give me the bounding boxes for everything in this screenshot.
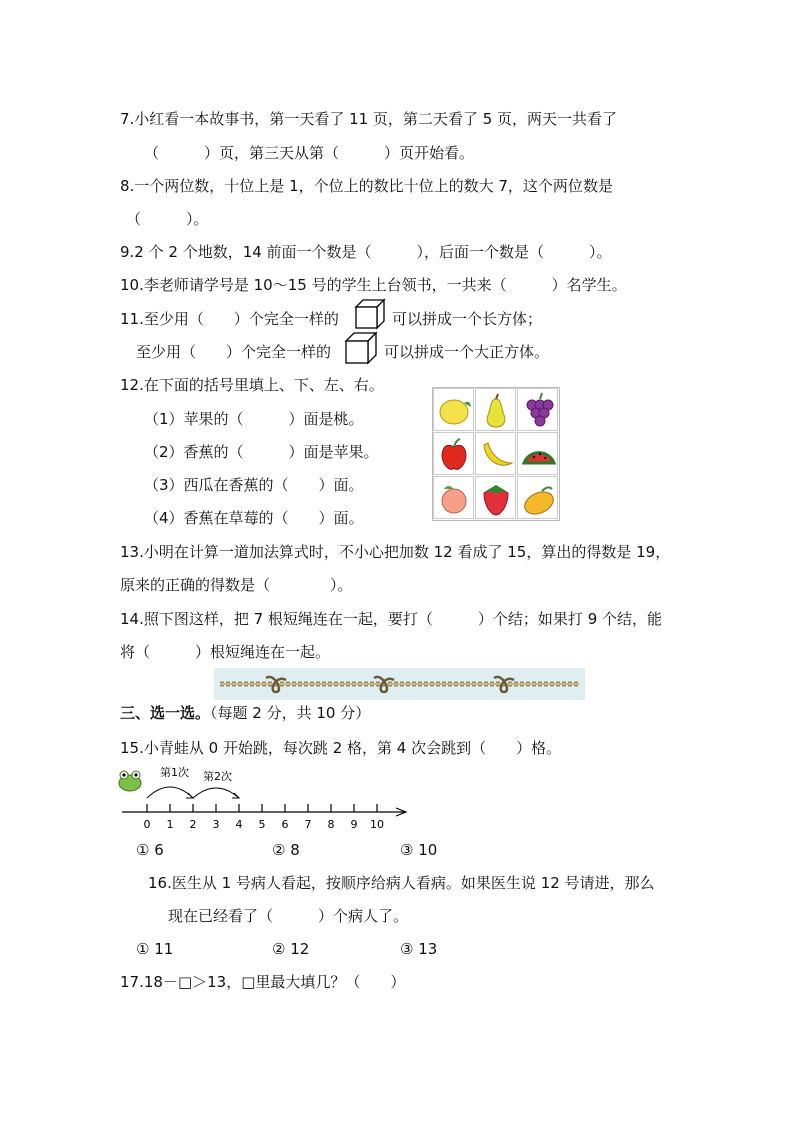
jump1-label: 第1次: [160, 766, 189, 779]
tick-label-5: 5: [258, 818, 266, 831]
q12-s3: （3）西瓜在香蕉的（ ）面。: [144, 476, 364, 494]
section3-heading: [120, 703, 370, 723]
tick-label-7: 7: [304, 818, 312, 831]
q12-stem: 12.在下面的括号里填上、下、左、右。: [120, 376, 384, 394]
q8-line2: （ ）。: [126, 210, 209, 228]
section3-title: 三、选一选。: [120, 704, 211, 722]
q8-line1: 8.一个两位数，十位上是 1，个位上的数比十位上的数大 7，这个两位数是: [120, 177, 613, 195]
q13-line1: 13.小明在计算一道加法算式时，不小心把加数 12 看成了 15，算出的得数是 19，: [120, 543, 671, 561]
tick-label-8: 8: [327, 818, 335, 831]
mango-cell: [517, 476, 558, 519]
pear-icon: [476, 389, 517, 432]
tick-label-4: 4: [235, 818, 243, 831]
banana-cell: [475, 432, 516, 475]
fruit-grid: [432, 387, 560, 521]
q14-line1: 14.照下图这样，把 7 根短绳连在一起，要打（ ）个结；如果打 9 个结，能: [120, 610, 663, 628]
q10: 10.李老师请学号是 10～15 号的学生上台领书，一共来（ ）名学生。: [120, 276, 627, 294]
q15-option2[interactable]: ② 8: [272, 841, 300, 859]
section3-note: （每题 2 分，共 10 分）: [210, 704, 371, 722]
banana-icon: [476, 433, 517, 476]
q15-option1[interactable]: ① 6: [136, 841, 164, 859]
q12-s1: （1）苹果的（ ）面是桃。: [144, 410, 364, 428]
q11-line1b: 可以拼成一个长方体；: [392, 310, 543, 328]
pear-cell: [475, 388, 516, 431]
q7-line1: 7.小红看一本故事书，第一天看了 11 页，第二天看了 5 页，两天一共看了: [120, 110, 618, 128]
q16-line2: 现在已经看了（ ）个病人了。: [168, 907, 409, 925]
lemon-icon: [434, 389, 475, 432]
strawberry-icon: [476, 477, 517, 520]
apple-icon: [434, 433, 475, 476]
rope-icon: [214, 668, 585, 700]
q7-line2: （ ）页，第三天从第（ ）页开始看。: [144, 144, 475, 162]
tick-label-3: 3: [212, 818, 220, 831]
q17: 17.18－□＞13，□里最大填几？（ ）: [120, 973, 406, 991]
q16-line1: 16.医生从 1 号病人看起，按顺序给病人看病。如果医生说 12 号请进，那么: [148, 874, 655, 892]
q16-option2[interactable]: ② 12: [272, 940, 310, 958]
mango-icon: [518, 477, 559, 520]
q13-line2: 原来的正确的得数是（ ）。: [120, 576, 353, 594]
q14-line2: 将（ ）根短绳连在一起。: [120, 643, 331, 661]
rope-image: [214, 668, 585, 700]
jump2-label: 第2次: [203, 770, 232, 783]
watermelon-cell: [517, 432, 558, 475]
apple-cell: [433, 432, 474, 475]
tick-label-10: 10: [370, 818, 384, 831]
q16-option3[interactable]: ③ 13: [400, 940, 438, 958]
peach-cell: [433, 476, 474, 519]
lemon-cell: [433, 388, 474, 431]
number-line: [114, 764, 414, 836]
q11-line2b: 可以拼成一个大正方体。: [384, 343, 550, 361]
peach-icon: [434, 477, 475, 520]
q15-option3[interactable]: ③ 10: [400, 841, 438, 859]
q11-line1a: 11.至少用（ ）个完全一样的: [120, 310, 339, 328]
cube-icon: [354, 298, 386, 330]
q11-line2a: 至少用（ ）个完全一样的: [136, 343, 332, 361]
frog-icon: [119, 771, 141, 791]
q16-option1[interactable]: ① 11: [136, 940, 174, 958]
q9: 9.2 个 2 个地数，14 前面一个数是（ ），后面一个数是（ ）。: [120, 243, 612, 261]
tick-label-0: 0: [143, 818, 151, 831]
grape-cell: [517, 388, 558, 431]
tick-label-1: 1: [166, 818, 174, 831]
tick-label-6: 6: [281, 818, 289, 831]
q12-s4: （4）香蕉在草莓的（ ）面。: [144, 509, 364, 527]
grape-icon: [518, 389, 559, 432]
tick-group: [144, 804, 385, 831]
cube-icon: [344, 331, 378, 365]
tick-label-2: 2: [189, 818, 197, 831]
strawberry-cell: [475, 476, 516, 519]
q12-s2: （2）香蕉的（ ）面是苹果。: [144, 443, 379, 461]
watermelon-icon: [518, 433, 559, 476]
q15-stem: 15.小青蛙从 0 开始跳，每次跳 2 格，第 4 次会跳到（ ）格。: [120, 739, 562, 757]
tick-label-9: 9: [350, 818, 358, 831]
